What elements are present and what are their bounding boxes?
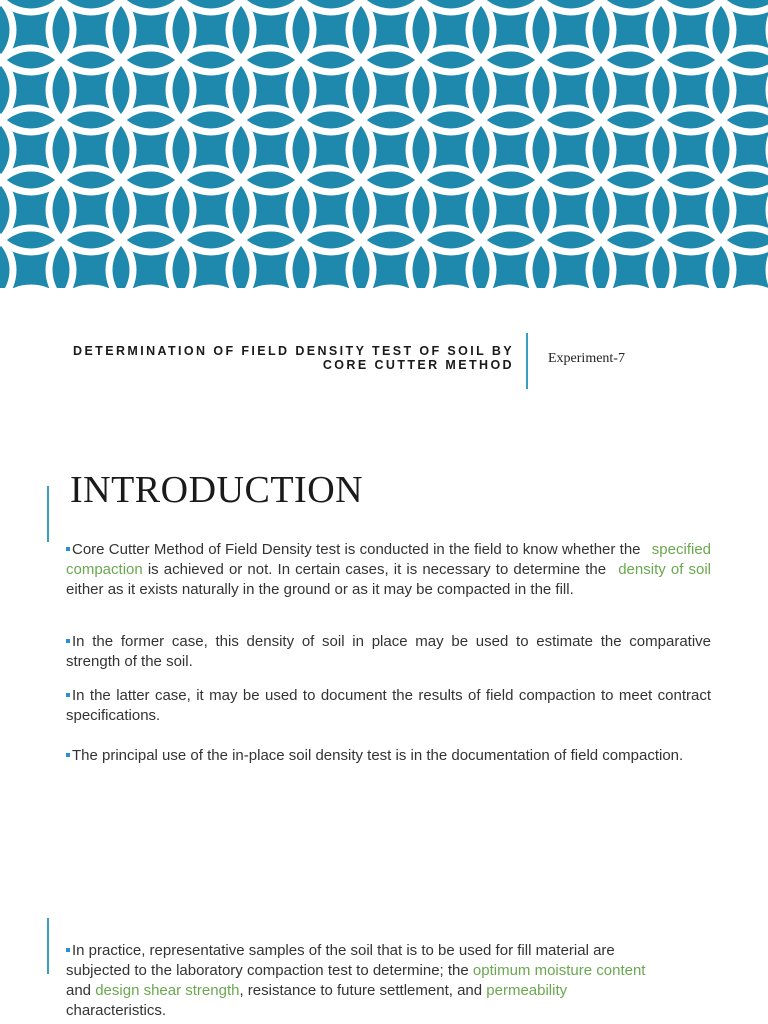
bullet-item	[66, 540, 711, 600]
bullet-item	[66, 686, 711, 726]
bullet-item	[66, 632, 711, 672]
bullet-marker-icon	[66, 948, 70, 952]
presentation-title	[40, 344, 514, 372]
highlight-term: density of soil	[618, 561, 711, 578]
decorative-banner	[0, 0, 768, 288]
bullet-item	[66, 746, 711, 766]
bullet-text: In the latter case, it may be used to document the results of field compaction to meet contract specifications.	[66, 687, 711, 724]
bullet-text: either as it exists naturally in the ground or as it may be compacted in the fill.	[66, 581, 574, 598]
highlight-term: design shear strength	[95, 982, 240, 999]
title-line-1: DETERMINATION OF FIELD DENSITY TEST OF SOIL BY	[73, 344, 514, 358]
bullet-marker-icon	[66, 753, 70, 757]
title-divider	[526, 333, 528, 389]
bullet-marker-icon	[66, 639, 70, 643]
section-heading: INTRODUCTION	[70, 469, 364, 511]
experiment-label: Experiment-7	[548, 351, 625, 366]
bullet-text: is achieved or not. In certain cases, it is necessary to determine the	[142, 561, 607, 578]
highlight-term: optimum moisture content	[472, 962, 646, 979]
bullet-item	[66, 941, 666, 1021]
bullet-text: In practice, representative samples of the soil that is to be used for fill material are subjected to the laboratory compaction test to determine; the	[66, 942, 615, 979]
bullet-marker-icon	[66, 693, 70, 697]
title-line-2: CORE CUTTER METHOD	[322, 358, 514, 372]
bullet-marker-icon	[66, 547, 70, 551]
bullet-text: characteristics.	[66, 1002, 167, 1019]
bullet-text: and	[66, 982, 96, 999]
bullet-text: The principal use of the in-place soil density test is in the documentation of field compaction.	[72, 747, 684, 764]
highlight-term: permeability	[486, 982, 568, 999]
bullet-text: In the former case, this density of soil in place may be used to estimate the comparative strength of the soil.	[66, 633, 711, 670]
section-accent-bar	[47, 918, 49, 974]
bullet-text: Core Cutter Method of Field Density test is conducted in the field to know whether the	[72, 541, 641, 558]
highlight-term: specified compaction	[66, 541, 711, 578]
circle-lattice-pattern	[0, 0, 768, 288]
section-accent-bar	[47, 486, 49, 542]
bullet-text: , resistance to future settlement, and	[239, 982, 487, 999]
